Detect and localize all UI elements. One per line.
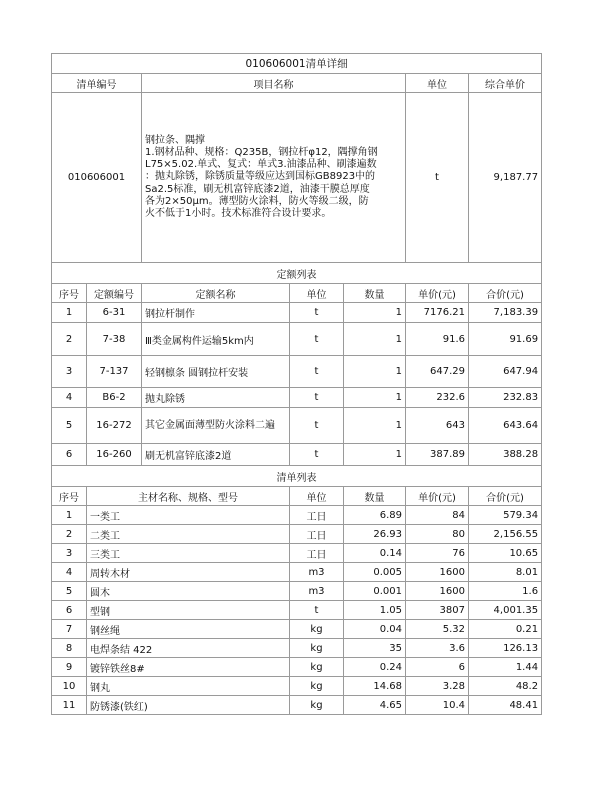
quota-header-unit: 单位 — [290, 284, 344, 303]
quota-total: 232.83 — [469, 388, 542, 408]
description-line: 各为2×50μm。薄型防火涂料，防火等级二级，防 — [145, 195, 369, 207]
material-unit: m3 — [290, 563, 344, 582]
quota-code: 16-272 — [87, 408, 142, 444]
header-code: 清单编号 — [52, 74, 142, 93]
material-qty: 26.93 — [344, 525, 406, 544]
material-name: 镀锌铁丝8# — [87, 658, 290, 677]
quota-row — [52, 388, 542, 408]
quota-row — [52, 323, 542, 356]
quota-name: 钢拉杆制作 — [142, 303, 290, 323]
material-qty: 4.65 — [344, 696, 406, 715]
quota-total: 388.28 — [469, 444, 542, 466]
material-row — [52, 677, 542, 696]
material-name: 型钢 — [87, 601, 290, 620]
quota-no: 1 — [52, 303, 87, 323]
material-total: 10.65 — [469, 544, 542, 563]
materials-section-title: 清单列表 — [52, 466, 542, 487]
bill-detail-sheet — [51, 53, 541, 715]
material-no: 1 — [52, 506, 87, 525]
bill-description — [142, 93, 406, 263]
material-name: 周转木材 — [87, 563, 290, 582]
material-no: 10 — [52, 677, 87, 696]
material-no: 5 — [52, 582, 87, 601]
material-total: 0.21 — [469, 620, 542, 639]
material-total: 579.34 — [469, 506, 542, 525]
material-price: 10.4 — [406, 696, 469, 715]
description-line: 1.钢材品种、规格：Q235B，钢拉杆φ12，隅撑角钢 — [145, 146, 378, 158]
header-unit: 单位 — [406, 74, 469, 93]
material-qty: 0.001 — [344, 582, 406, 601]
header-item-name: 项目名称 — [142, 74, 406, 93]
quota-unit: t — [290, 408, 344, 444]
material-price: 6 — [406, 658, 469, 677]
quota-section-title: 定额列表 — [52, 263, 542, 284]
quota-row — [52, 408, 542, 444]
description-line: Sa2.5标准，刷无机富锌底漆2道，油漆干膜总厚度 — [145, 183, 370, 195]
material-unit: m3 — [290, 582, 344, 601]
material-row — [52, 544, 542, 563]
quota-header-price: 单价(元) — [406, 284, 469, 303]
material-price: 3.6 — [406, 639, 469, 658]
quota-header-code: 定额编号 — [87, 284, 142, 303]
material-total: 8.01 — [469, 563, 542, 582]
material-price: 1600 — [406, 563, 469, 582]
description-line: L75×5.02.单式、复式：单式3.油漆品种、刷漆遍数 — [145, 159, 377, 171]
material-qty: 0.04 — [344, 620, 406, 639]
material-row — [52, 563, 542, 582]
quota-no: 3 — [52, 356, 87, 388]
material-qty: 35 — [344, 639, 406, 658]
material-total: 48.2 — [469, 677, 542, 696]
bill-unit: t — [406, 93, 469, 263]
material-price: 5.32 — [406, 620, 469, 639]
material-qty: 0.14 — [344, 544, 406, 563]
quota-price: 232.6 — [406, 388, 469, 408]
material-unit: kg — [290, 696, 344, 715]
materials-header-name: 主材名称、规格、型号 — [87, 487, 290, 506]
quota-header-qty: 数量 — [344, 284, 406, 303]
bill-code: 010606001 — [52, 93, 142, 263]
material-name: 钢丝绳 — [87, 620, 290, 639]
material-no: 11 — [52, 696, 87, 715]
quota-price: 647.29 — [406, 356, 469, 388]
quota-code: B6-2 — [87, 388, 142, 408]
quota-price: 7176.21 — [406, 303, 469, 323]
material-row — [52, 506, 542, 525]
material-unit: 工日 — [290, 506, 344, 525]
quota-name: 轻钢檩条 圆钢拉杆安装 — [142, 356, 290, 388]
description-line: ：抛丸除锈，除锈质量等级应达到国标GB8923中的 — [145, 171, 376, 183]
material-unit: kg — [290, 677, 344, 696]
material-qty: 1.05 — [344, 601, 406, 620]
quota-price: 643 — [406, 408, 469, 444]
material-price: 1600 — [406, 582, 469, 601]
quota-qty: 1 — [344, 388, 406, 408]
quota-price: 387.89 — [406, 444, 469, 466]
bill-price: 9,187.77 — [469, 93, 542, 263]
materials-header-unit: 单位 — [290, 487, 344, 506]
material-no: 3 — [52, 544, 87, 563]
bill-detail-table — [51, 53, 542, 715]
quota-header-no: 序号 — [52, 284, 87, 303]
quota-name: Ⅲ类金属构件运输5km内 — [142, 323, 290, 356]
quota-unit: t — [290, 356, 344, 388]
material-unit: 工日 — [290, 525, 344, 544]
material-total: 4,001.35 — [469, 601, 542, 620]
material-total: 1.6 — [469, 582, 542, 601]
quota-total: 7,183.39 — [469, 303, 542, 323]
quota-name: 刷无机富锌底漆2道 — [142, 444, 290, 466]
quota-qty: 1 — [344, 303, 406, 323]
materials-header-total: 合价(元) — [469, 487, 542, 506]
quota-price: 91.6 — [406, 323, 469, 356]
quota-no: 4 — [52, 388, 87, 408]
material-unit: kg — [290, 620, 344, 639]
quota-name: 抛丸除锈 — [142, 388, 290, 408]
material-unit: kg — [290, 658, 344, 677]
materials-header-price: 单价(元) — [406, 487, 469, 506]
material-row — [52, 658, 542, 677]
material-price: 76 — [406, 544, 469, 563]
quota-header-total: 合价(元) — [469, 284, 542, 303]
material-no: 2 — [52, 525, 87, 544]
quota-header-name: 定额名称 — [142, 284, 290, 303]
material-total: 126.13 — [469, 639, 542, 658]
header-unit-price: 综合单价 — [469, 74, 542, 93]
material-no: 7 — [52, 620, 87, 639]
material-price: 3807 — [406, 601, 469, 620]
quota-qty: 1 — [344, 356, 406, 388]
quota-no: 5 — [52, 408, 87, 444]
quota-row — [52, 303, 542, 323]
material-name: 三类工 — [87, 544, 290, 563]
quota-row — [52, 356, 542, 388]
material-total: 48.41 — [469, 696, 542, 715]
material-no: 6 — [52, 601, 87, 620]
quota-no: 6 — [52, 444, 87, 466]
material-row — [52, 601, 542, 620]
quota-unit: t — [290, 303, 344, 323]
material-no: 8 — [52, 639, 87, 658]
quota-code: 7-137 — [87, 356, 142, 388]
quota-no: 2 — [52, 323, 87, 356]
quota-name: 其它金属面薄型防火涂料二遍 — [142, 408, 290, 444]
material-total: 2,156.55 — [469, 525, 542, 544]
material-name: 防锈漆(铁红) — [87, 696, 290, 715]
material-row — [52, 696, 542, 715]
material-price: 80 — [406, 525, 469, 544]
material-row — [52, 620, 542, 639]
quota-row — [52, 444, 542, 466]
material-name: 电焊条结 422 — [87, 639, 290, 658]
material-total: 1.44 — [469, 658, 542, 677]
description-line: 钢拉条、隅撑 — [145, 134, 205, 146]
quota-code: 16-260 — [87, 444, 142, 466]
material-qty: 14.68 — [344, 677, 406, 696]
quota-total: 91.69 — [469, 323, 542, 356]
sheet-title: 010606001清单详细 — [52, 54, 542, 74]
material-price: 3.28 — [406, 677, 469, 696]
material-qty: 0.005 — [344, 563, 406, 582]
material-price: 84 — [406, 506, 469, 525]
material-name: 圆木 — [87, 582, 290, 601]
material-row — [52, 582, 542, 601]
material-name: 二类工 — [87, 525, 290, 544]
material-no: 9 — [52, 658, 87, 677]
material-no: 4 — [52, 563, 87, 582]
quota-total: 647.94 — [469, 356, 542, 388]
material-unit: kg — [290, 639, 344, 658]
material-row — [52, 639, 542, 658]
material-qty: 6.89 — [344, 506, 406, 525]
quota-unit: t — [290, 323, 344, 356]
description-line: 火不低于1小时。技术标准符合设计要求。 — [145, 208, 332, 219]
material-name: 一类工 — [87, 506, 290, 525]
quota-code: 7-38 — [87, 323, 142, 356]
quota-total: 643.64 — [469, 408, 542, 444]
material-name: 钢丸 — [87, 677, 290, 696]
quota-unit: t — [290, 444, 344, 466]
material-unit: 工日 — [290, 544, 344, 563]
quota-qty: 1 — [344, 444, 406, 466]
quota-qty: 1 — [344, 323, 406, 356]
materials-header-qty: 数量 — [344, 487, 406, 506]
material-row — [52, 525, 542, 544]
quota-code: 6-31 — [87, 303, 142, 323]
material-unit: t — [290, 601, 344, 620]
material-qty: 0.24 — [344, 658, 406, 677]
quota-unit: t — [290, 388, 344, 408]
quota-qty: 1 — [344, 408, 406, 444]
materials-header-no: 序号 — [52, 487, 87, 506]
